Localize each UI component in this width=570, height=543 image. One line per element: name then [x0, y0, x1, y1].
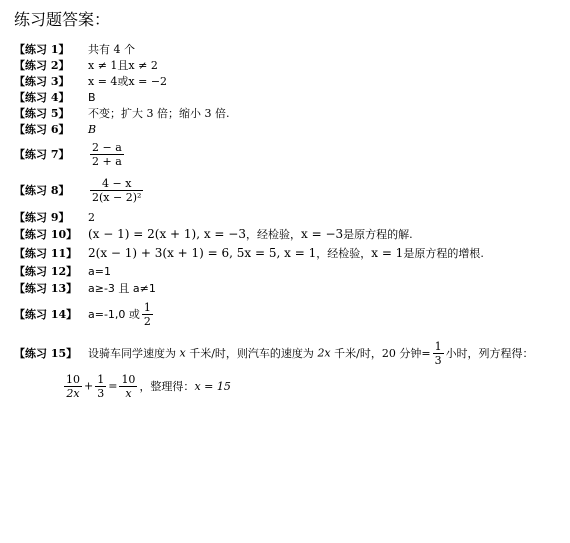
answer-result: x = 15	[194, 379, 231, 393]
page-title: 练习题答案：	[14, 10, 111, 29]
answer-row-1	[14, 44, 135, 56]
answer-text: 2	[88, 211, 95, 224]
fraction-numerator: 1	[143, 301, 151, 314]
exercise-label: 【练习 2】	[14, 59, 70, 72]
exercise-label: 【练习 1】	[14, 43, 70, 56]
answer-text: a=1	[88, 265, 111, 278]
answer-row-14	[14, 301, 155, 328]
answer-row-8	[14, 177, 145, 204]
answer-row-6	[14, 124, 96, 136]
answer-text: 千米/时，则汽车的速度为	[189, 346, 314, 360]
exercise-label: 【练习 5】	[14, 107, 70, 120]
fraction	[90, 141, 124, 168]
exercise-label: 【练习 13】	[14, 282, 78, 295]
answer-row-5	[14, 108, 229, 120]
exercise-label: 【练习 4】	[14, 91, 70, 104]
answer-row-13	[14, 283, 156, 295]
fraction	[119, 373, 137, 400]
fraction-denominator: 3	[97, 387, 105, 400]
fraction-numerator: 10	[121, 373, 136, 386]
fraction-denominator: x	[119, 386, 137, 400]
exercise-label: 【练习 11】	[14, 247, 78, 260]
answer-text: B	[88, 123, 97, 136]
answer-row-9	[14, 212, 95, 224]
fraction	[90, 177, 143, 204]
answer-row-7	[14, 141, 126, 168]
fraction-denominator: 2(x − 2)²	[92, 191, 142, 204]
answer-text: ，整理得：	[139, 379, 195, 393]
fraction	[64, 373, 82, 400]
answer-equation: x = −3	[301, 227, 344, 241]
answer-text: 小时，列方程得：	[445, 346, 534, 360]
exercise-label: 【练习 10】	[14, 228, 78, 241]
fraction	[95, 373, 106, 400]
exercise-label: 【练习 6】	[14, 123, 70, 136]
answer-text: B	[88, 91, 96, 104]
answer-text: 是原方程的增根.	[403, 247, 484, 260]
answer-text: x = 4或x = −2	[88, 75, 168, 88]
answer-row-11	[14, 247, 484, 260]
answer-variable: 2x	[317, 346, 331, 360]
answer-equation: 2(x − 1) + 3(x + 1) = 6, 5x = 5, x = 1	[88, 246, 317, 260]
exercise-label: 【练习 7】	[14, 147, 70, 161]
answer-equation: x = 1	[371, 246, 404, 260]
answer-text: a≥-3 且 a≠1	[88, 282, 156, 295]
answer-row-3	[14, 76, 167, 88]
answer-text: ，经检验，	[316, 247, 372, 260]
answer-text: 千米/时，20 分钟=	[334, 346, 431, 360]
fraction	[433, 340, 444, 367]
answer-text: 共有 4 个	[88, 43, 135, 56]
fraction-numerator: 1	[97, 373, 105, 386]
answer-text: ，经检验，	[246, 228, 301, 241]
fraction-denominator: 2 + a	[92, 155, 122, 168]
exercise-label: 【练习 12】	[14, 265, 78, 278]
fraction-denominator: 3	[434, 354, 442, 367]
plus-sign: +	[84, 379, 94, 393]
answer-text: x ≠ 1且x ≠ 2	[88, 59, 158, 72]
answer-equation: (x − 1) = 2(x + 1), x = −3	[88, 227, 246, 241]
fraction-denominator: 2x	[64, 386, 82, 400]
fraction-numerator: 1	[434, 340, 442, 353]
exercise-label: 【练习 9】	[14, 211, 70, 224]
answer-text: a=-1,0 或	[88, 307, 140, 321]
answer-text: 不变；扩大 3 倍；缩小 3 倍.	[88, 107, 230, 120]
answer-row-4	[14, 92, 96, 104]
answer-row-12	[14, 266, 111, 278]
answer-text: 设骑车同学速度为	[88, 346, 176, 360]
exercise-label: 【练习 14】	[14, 307, 78, 321]
answer-row-15	[14, 340, 534, 367]
answer-row-2	[14, 60, 158, 72]
answer-row-15-equation	[62, 373, 231, 400]
answer-text: 是原方程的解.	[343, 228, 413, 241]
exercise-label: 【练习 3】	[14, 75, 70, 88]
fraction-numerator: 4 − x	[101, 177, 132, 190]
fraction-numerator: 2 − a	[92, 141, 122, 154]
answer-row-10	[14, 228, 413, 241]
fraction-numerator: 10	[66, 373, 80, 386]
exercise-label: 【练习 8】	[14, 183, 70, 197]
exercise-label: 【练习 15】	[14, 346, 78, 360]
fraction	[142, 301, 153, 328]
equals-sign: =	[108, 379, 118, 393]
answer-variable: x	[179, 346, 186, 360]
fraction-denominator: 2	[143, 315, 151, 328]
